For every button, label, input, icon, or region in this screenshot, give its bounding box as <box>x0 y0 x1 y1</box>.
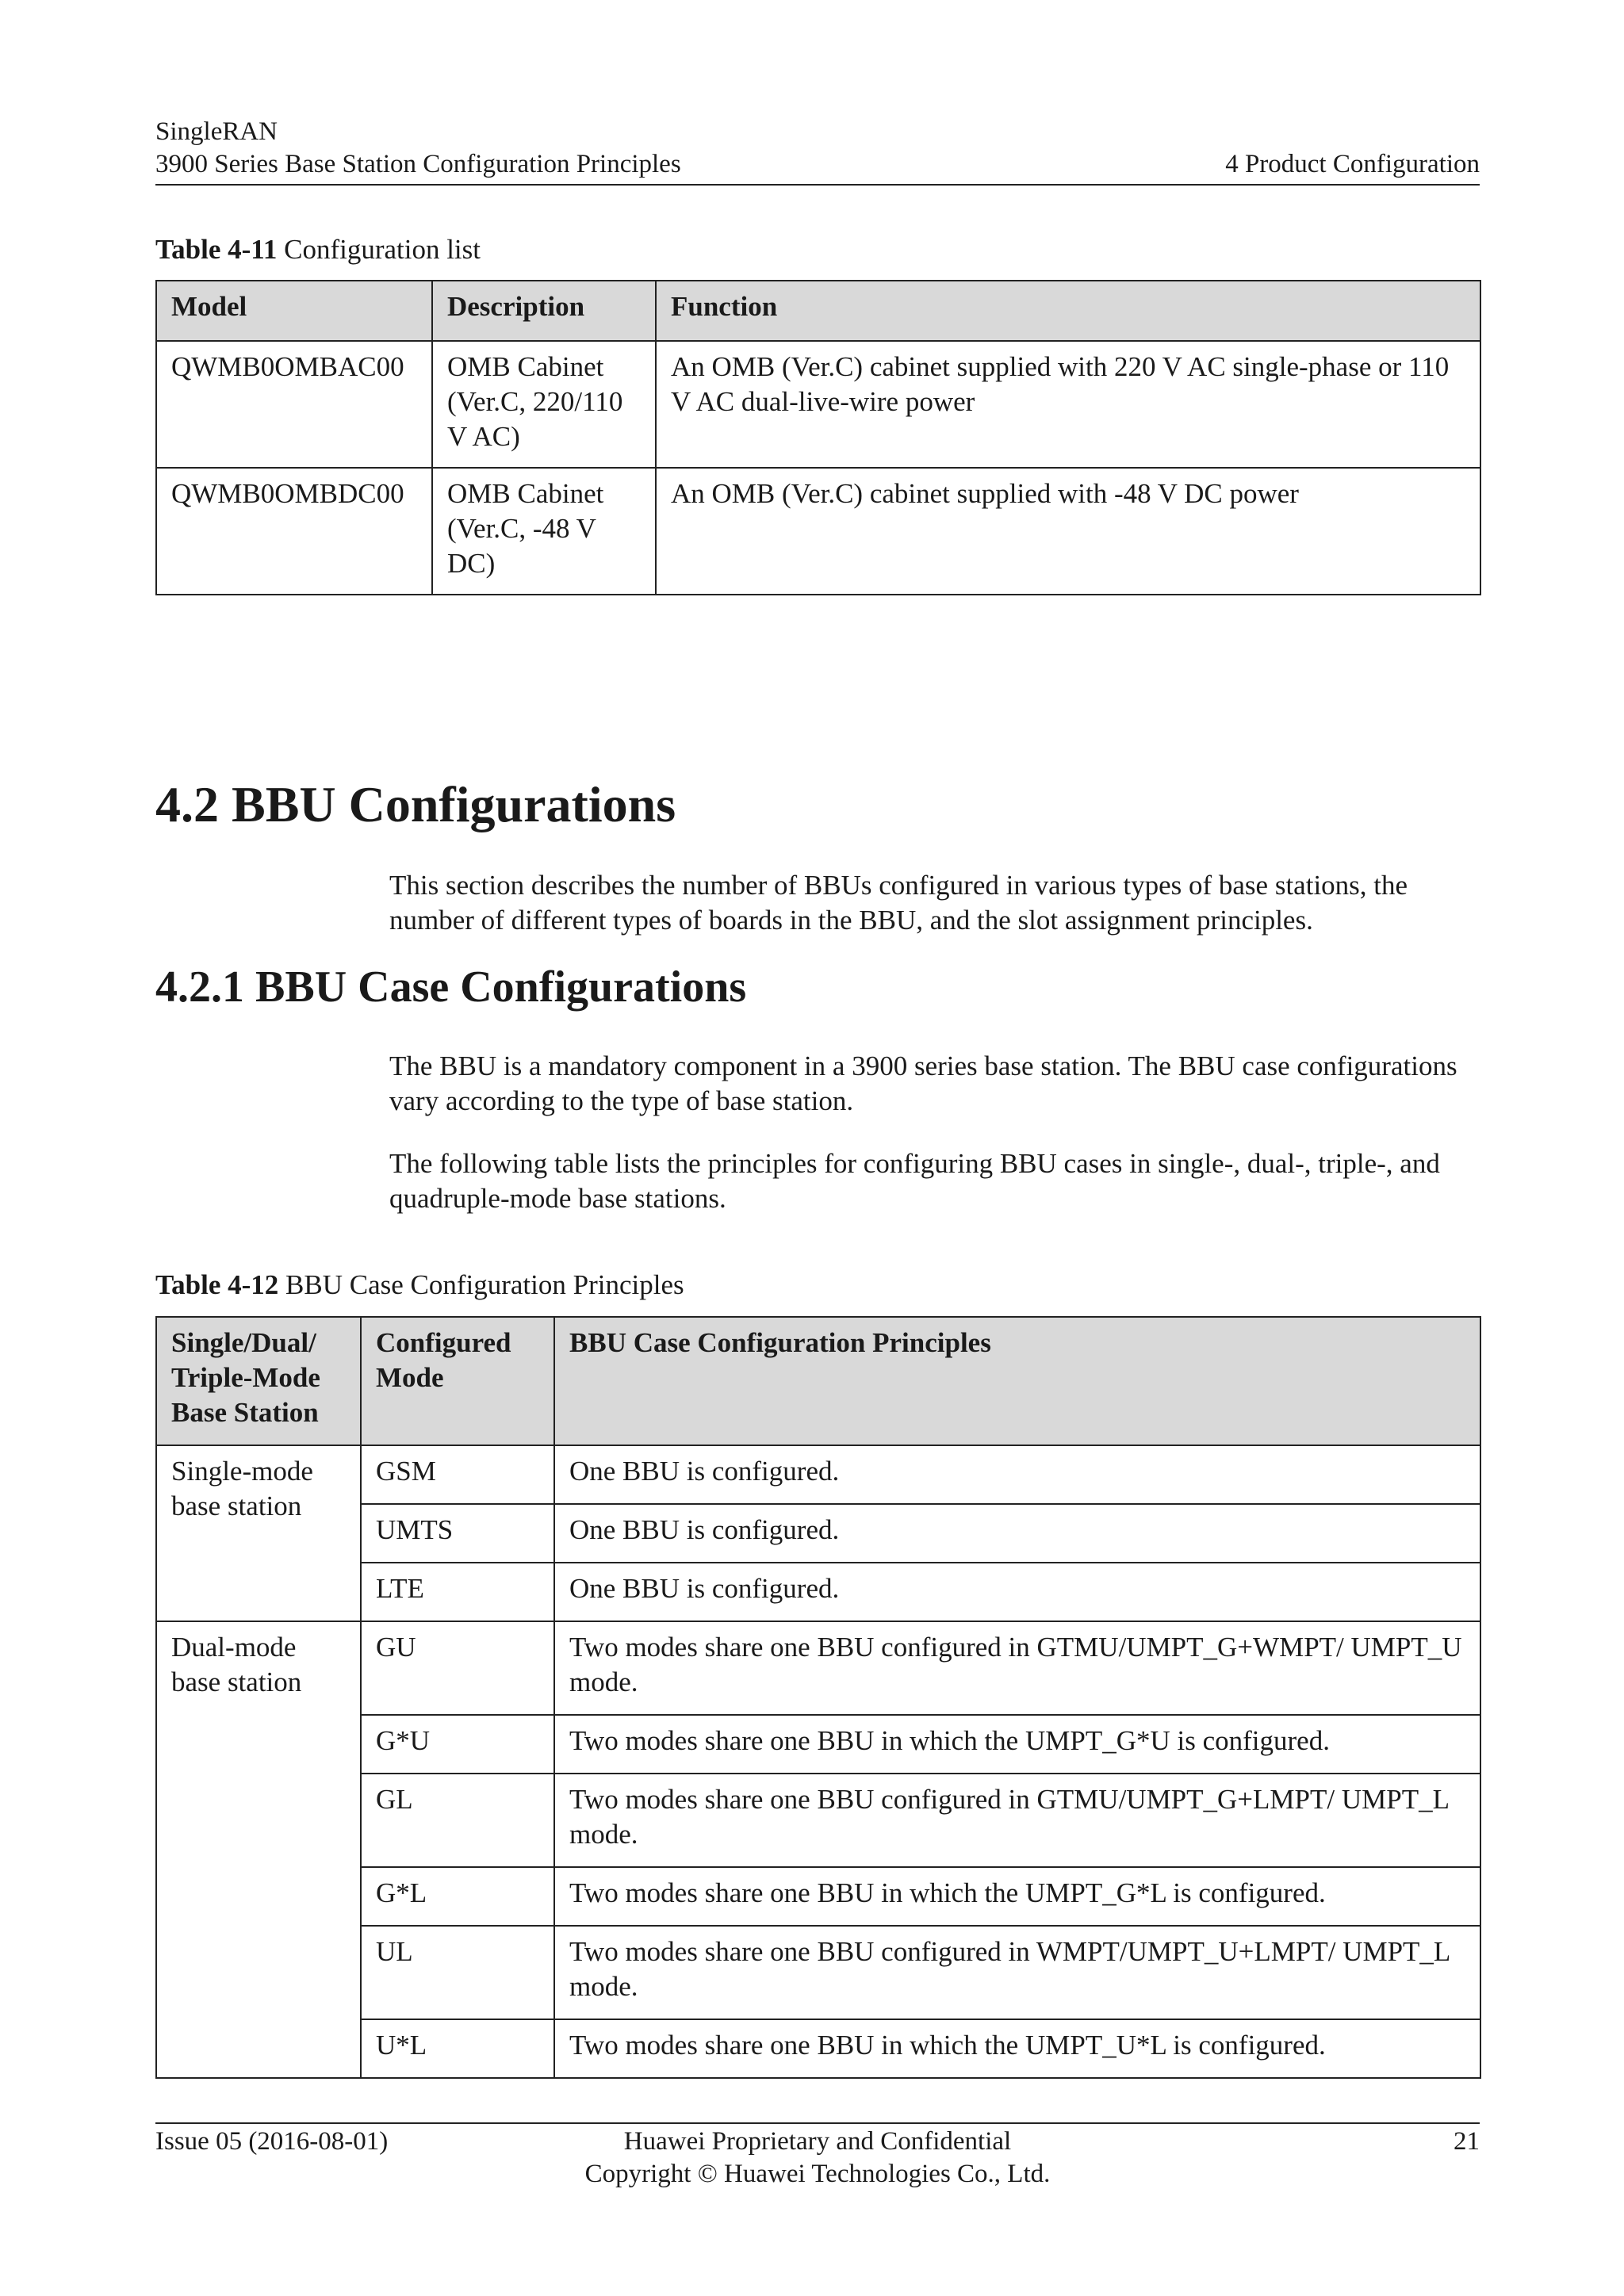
cell-principle: One BBU is configured. <box>554 1563 1480 1621</box>
cell-configured-mode: GSM <box>361 1445 554 1504</box>
cell-model: QWMB0OMBAC00 <box>156 341 432 468</box>
cell-function: An OMB (Ver.C) cabinet supplied with 220 V AC single-phase or 110 V AC dual-live-wire power <box>656 341 1480 468</box>
table-4-11-caption <box>155 232 481 267</box>
section-intro-paragraph: This section describes the number of BBUs configured in various types of base stations, the number of different types of boards in the BBU, and the slot assignment principles. <box>389 870 1408 936</box>
footer-page-number: 21 <box>1454 2127 1480 2156</box>
column-header-model: Model <box>156 281 432 341</box>
cell-configured-mode: UMTS <box>361 1504 554 1563</box>
table-header-row <box>156 1317 1480 1445</box>
column-header-principles: BBU Case Configuration Principles <box>554 1317 1480 1445</box>
table-4-12-title: BBU Case Configuration Principles <box>278 1269 684 1300</box>
cell-configured-mode: UL <box>361 1926 554 2019</box>
footer-issue: Issue 05 (2016-08-01) <box>155 2127 389 2156</box>
table-4-11-title: Configuration list <box>277 234 481 265</box>
table-row <box>156 1445 1480 1504</box>
cell-configured-mode: U*L <box>361 2019 554 2078</box>
cell-configured-mode: G*U <box>361 1715 554 1774</box>
header-document-title: 3900 Series Base Station Configuration Principles <box>155 150 681 178</box>
cell-principle: Two modes share one BBU in which the UMPT_G*U is configured. <box>554 1715 1480 1774</box>
cell-description: OMB Cabinet (Ver.C, -48 V DC) <box>432 468 656 595</box>
footer-center <box>155 2126 1480 2191</box>
footer-copyright: Copyright © Huawei Technologies Co., Ltd. <box>584 2160 1051 2188</box>
column-header-function: Function <box>656 281 1480 341</box>
page-header <box>155 116 1480 181</box>
table-4-11-number: Table 4-11 <box>155 234 278 265</box>
header-rule <box>155 184 1480 186</box>
cell-description: OMB Cabinet (Ver.C, 220/110 V AC) <box>432 341 656 468</box>
subsection-paragraph-2: The following table lists the principles for configuring BBU cases in single-, dual-, triple-, and quadruple-mode base stations. <box>389 1148 1440 1214</box>
cell-principle: Two modes share one BBU in which the UMPT_G*L is configured. <box>554 1867 1480 1926</box>
cell-base-station-type: Single-mode base station <box>156 1445 361 1621</box>
cell-base-station-type: Dual-mode base station <box>156 1621 361 2078</box>
header-product: SingleRAN <box>155 117 278 146</box>
column-header-base-station: Single/Dual/ Triple-Mode Base Station <box>156 1317 361 1445</box>
cell-configured-mode: GU <box>361 1621 554 1715</box>
section-heading: 4.2 BBU Configurations <box>155 776 676 832</box>
column-header-configured-mode: Configured Mode <box>361 1317 554 1445</box>
header-section: 4 Product Configuration <box>1225 150 1480 178</box>
cell-principle: Two modes share one BBU configured in GTMU/UMPT_G+LMPT/ UMPT_L mode. <box>554 1774 1480 1867</box>
footer-rule <box>155 2122 1480 2124</box>
subsection-paragraph-1: The BBU is a mandatory component in a 3900 series base station. The BBU case configurations vary according to the type of base station. <box>389 1050 1457 1116</box>
table-header-row <box>156 281 1480 341</box>
subsection-heading: 4.2.1 BBU Case Configurations <box>155 962 747 1012</box>
cell-principle: Two modes share one BBU configured in WMPT/UMPT_U+LMPT/ UMPT_L mode. <box>554 1926 1480 2019</box>
cell-configured-mode: GL <box>361 1774 554 1867</box>
cell-principle: Two modes share one BBU configured in GTMU/UMPT_G+WMPT/ UMPT_U mode. <box>554 1621 1480 1715</box>
cell-principle: One BBU is configured. <box>554 1445 1480 1504</box>
cell-principle: One BBU is configured. <box>554 1504 1480 1563</box>
bbu-case-principles-table <box>155 1316 1481 2079</box>
table-row <box>156 341 1480 468</box>
cell-configured-mode: LTE <box>361 1563 554 1621</box>
table-4-12-caption <box>155 1268 684 1303</box>
configuration-list-table <box>155 280 1481 595</box>
table-row <box>156 1621 1480 1715</box>
cell-function: An OMB (Ver.C) cabinet supplied with -48 V DC power <box>656 468 1480 595</box>
footer-confidential: Huawei Proprietary and Confidential <box>623 2127 1012 2156</box>
table-4-12-number: Table 4-12 <box>155 1269 279 1300</box>
table-row <box>156 468 1480 595</box>
cell-model: QWMB0OMBDC00 <box>156 468 432 595</box>
cell-configured-mode: G*L <box>361 1867 554 1926</box>
column-header-description: Description <box>432 281 656 341</box>
cell-principle: Two modes share one BBU in which the UMPT_U*L is configured. <box>554 2019 1480 2078</box>
